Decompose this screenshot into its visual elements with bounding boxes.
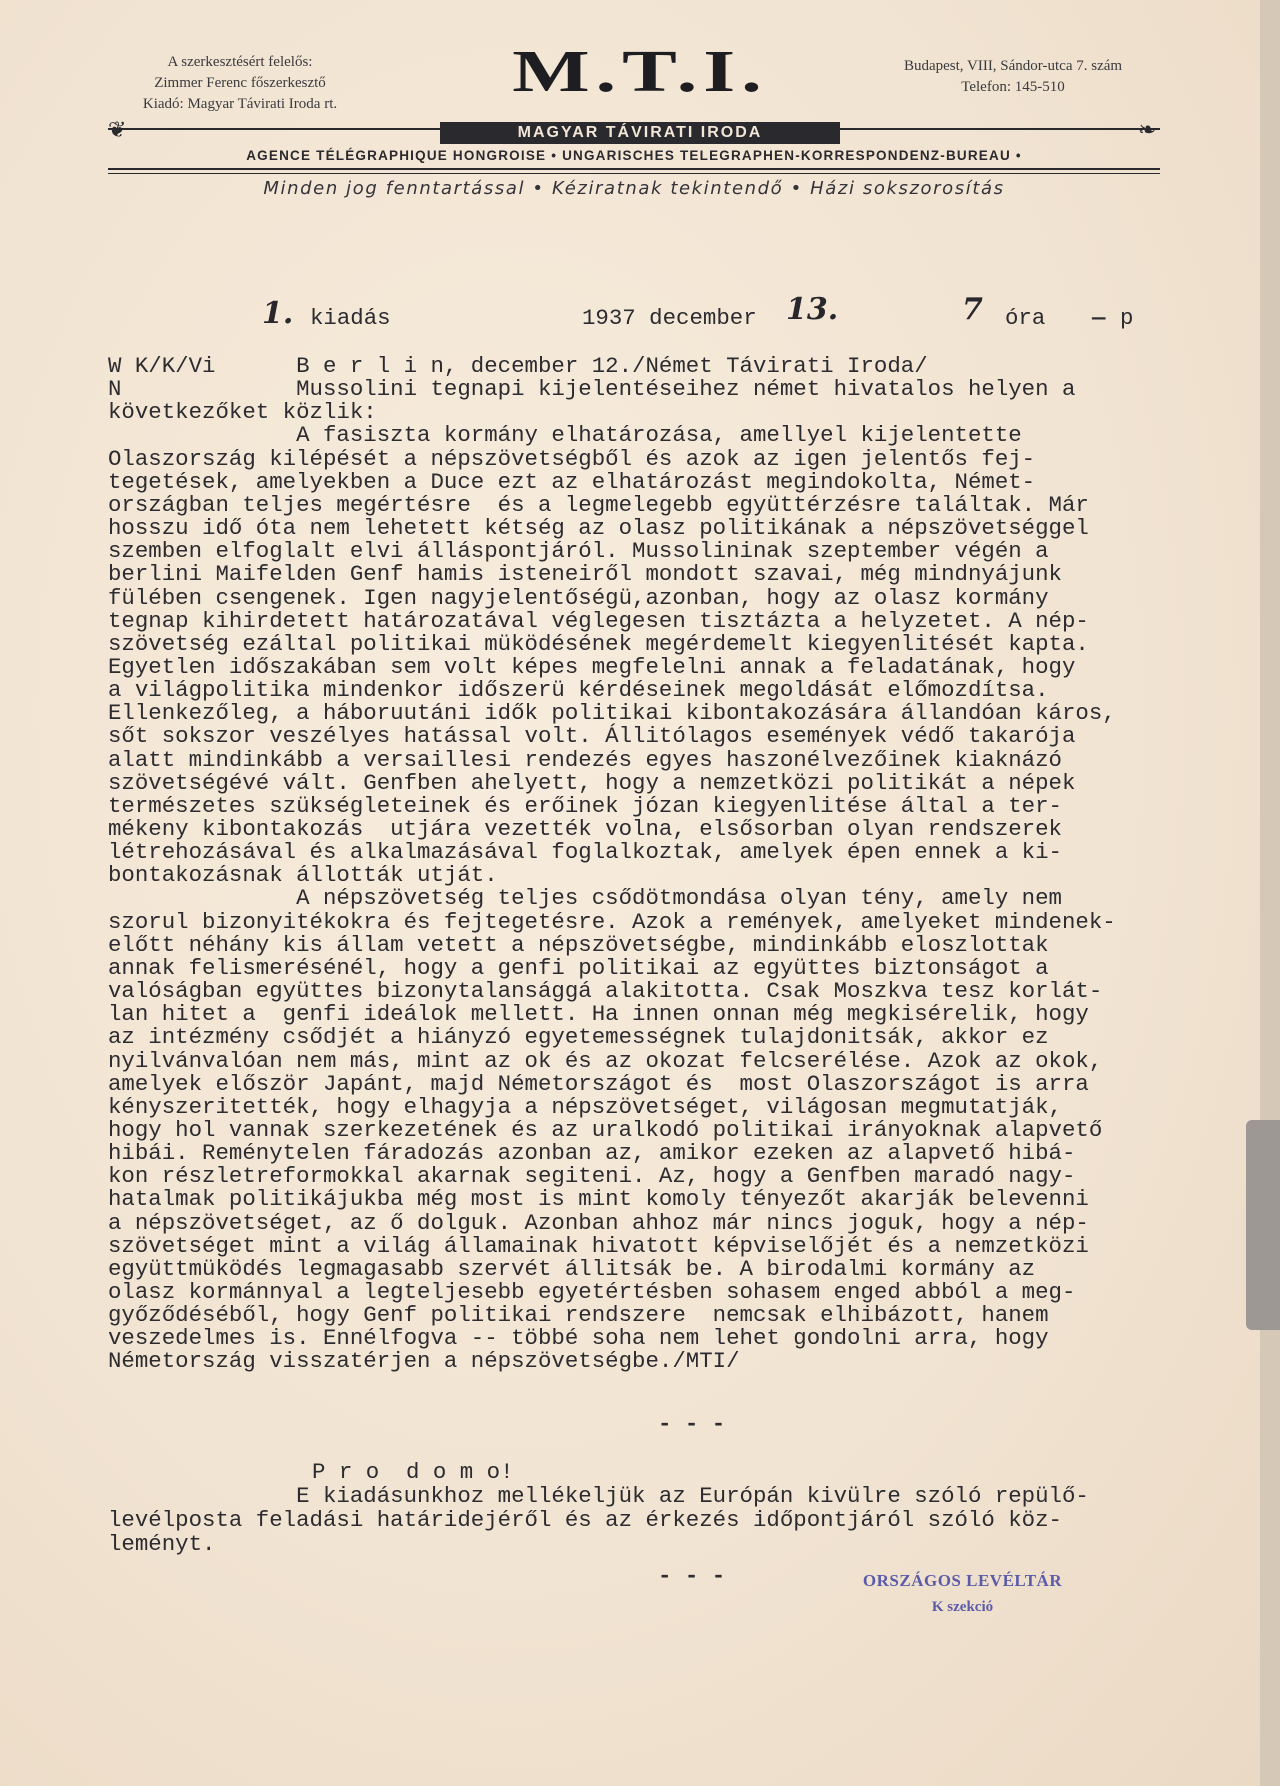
masthead-left-line: Zimmer Ferenc főszerkesztő: [154, 75, 326, 91]
body-line: annak felismerésénél, hogy a genfi politikai az együttes biztonságot a: [108, 954, 1049, 981]
edition-date: 1937 december: [582, 305, 757, 331]
body-line: az intézmény csődjét a hiányzó egyetemességnek tulajdonitsák, akkor ez: [108, 1024, 1049, 1051]
pro-domo-heading: P r o d o m o!: [312, 1459, 514, 1485]
body-line: olasz kormánnyal a legteljesebb egyetértésben sohasem enged abból a meg-: [108, 1279, 1076, 1305]
body-line: hosszu idő óta nem lehetett kétség az olasz politikának a népszövetséggel: [108, 515, 1089, 541]
body-line: Ellenkezőleg, a háboruutáni idők politikai kibontakozására állandóan káros,: [108, 700, 1116, 727]
body-line: előtt néhány kis állam vetett a népszövetségbe, mindinkább eloszlottak: [108, 931, 1049, 958]
body-line: N Mussolini tegnapi kijelentéseihez német hivatalos helyen a: [108, 376, 1076, 403]
body-line: következőket közlik:: [108, 399, 377, 426]
masthead-left-line: A szerkesztésért felelős:: [167, 54, 313, 70]
body-line: valóságban együttes bizonytalansággá alakitotta. Csak Moszkva tesz korlát-: [108, 978, 1103, 1004]
archive-stamp-section: K szekció: [931, 1599, 994, 1615]
scroll-ornament-left-icon: ❦: [108, 118, 127, 143]
body-line: A népszövetség teljes csődötmondása olyan tény, amely nem: [108, 885, 1062, 912]
body-line: alatt mindinkább a versaillesi rendezés egyes haszonélvezőinek kiaknázó: [108, 746, 1062, 773]
body-line: A fasiszta kormány elhatározása, amellyel kijelentette: [108, 422, 1022, 449]
body-line: országban teljes megértésre és a legmelegebb együttérzésre találtak. Már: [108, 491, 1089, 518]
edition-number: 1.: [262, 296, 294, 331]
body-line: szövetség ezáltal politikai müködésének megérdemelt kiegyenlitését kapta.: [108, 630, 1089, 657]
body-line: Olaszország kilépését a népszövetségből és azok az igen jelentős fej-: [108, 445, 1036, 472]
paper-edge: [1260, 0, 1280, 1786]
body-line: bontakozásnak állották utját.: [108, 862, 498, 889]
body-line: hogy hol vannak szerkezetének és az uralkodó politikai irányoknak alapvető: [108, 1116, 1103, 1143]
masthead-phone: Telefon: 145-510: [961, 79, 1065, 95]
body-line: lan hitet a genfi ideálok mellett. Ha innen onnan még megkisérelik, hogy: [108, 1001, 1089, 1028]
body-line: tegetések, amelyekben a Duce ezt az elhatározást megindokolta, Német-: [108, 468, 1036, 495]
agency-tagline: AGENCE TÉLÉGRAPHIQUE HONGROISE • UNGARISCHES TELEGRAPHEN-KORRESPONDENZ-BUREAU •: [246, 148, 1022, 163]
masthead-address: Budapest, VIII, Sándor-utca 7. szám: [903, 58, 1123, 74]
body-line: veszedelmes is. Ennélfogva -- többé soha nem lehet gondolni arra, hogy: [108, 1325, 1049, 1352]
body-line: a világpolitika mindenkor időszerü kérdéseinek megoldását előmozdítsa.: [108, 677, 1049, 704]
body-line: amelyek először Japánt, majd Németországot és most Olaszországot is arra: [108, 1070, 1089, 1097]
masthead-rule-middle: [108, 168, 1160, 170]
body-line: fülében csengenek. Igen nagyjelentőségü,azonban, hogy az olasz kormány: [108, 584, 1049, 611]
edition-hour-label: óra: [1005, 305, 1046, 331]
binder-clip: [1246, 1120, 1280, 1330]
agency-name-band: MAGYAR TÁVIRATI IRODA: [440, 122, 840, 144]
masthead-left-line: Kiadó: Magyar Távirati Iroda rt.: [142, 96, 338, 112]
body-line: a népszövetséget, az ő dolguk. Azonban ahhoz már nincs joguk, hogy a nép-: [108, 1209, 1089, 1236]
pro-domo-line: E kiadásunkhoz mellékeljük az Európán kivülre szóló repülő-: [108, 1483, 1089, 1509]
pro-domo-separator: - - -: [658, 1563, 726, 1589]
edition-day: 13.: [786, 292, 839, 327]
scroll-ornament-right-icon: ❧: [1138, 118, 1157, 143]
masthead-left: [80, 52, 400, 115]
rights-motto: Minden jog fenntartással • Kéziratnak tekintendő • Házi sokszorosítás: [263, 178, 1005, 199]
body-line: szemben elfoglalt elvi álláspontjáról. Mussolininak szeptember végén a: [108, 538, 1049, 565]
body-line: szorul bizonyitékokra és fejtegetésre. Azok a remények, amelyeket mindenek-: [108, 908, 1116, 935]
body-line: kényszeritették, hogy elhagyja a népszövetséget, világosan megmutatják,: [108, 1093, 1062, 1120]
body-line: hibái. Reménytelen fáradozás azonban az, amikor ezeken az alapvető hibá-: [108, 1140, 1076, 1167]
body-line: győződéséből, hogy Genf politikai rendszere nemcsak elhibázott, hanem: [108, 1302, 1049, 1329]
body-line: Egyetlen időszakában sem volt képes megfelelni annak a feladatának, hogy: [108, 654, 1076, 680]
body-separator: - - -: [658, 1411, 726, 1437]
edition-dash: —: [1092, 305, 1106, 331]
body-line: nyilvánvalóan nem más, mint az ok és az okozat felcserélése. Azok az okok,: [108, 1047, 1103, 1074]
edition-suffix: p: [1120, 305, 1134, 331]
masthead-rule-middle-thin: [108, 173, 1160, 174]
body-line: szövetséget mint a világ államainak hivatott képviselőjét és a nemzetközi: [108, 1232, 1089, 1259]
body-line: mékeny kibontakozás utjára vezették volna, elsősorban olyan rendszerek: [108, 816, 1062, 842]
body-line: szövetségévé vált. Genfben ahelyett, hogy a nemzetközi politikát a népek: [108, 769, 1076, 796]
edition-label: kiadás: [310, 305, 391, 331]
masthead-right: [848, 56, 1178, 98]
body-line: W K/K/Vi B e r l i n, december 12./Német Távirati Iroda/: [108, 353, 928, 379]
archive-stamp: [855, 1568, 1070, 1620]
pro-domo-line: levélposta feladási határidejéről és az érkezés időpontjáról szóló köz-: [108, 1507, 1062, 1533]
body-line: tegnap kihirdetett határozatával véglegesen tisztázta a helyzetet. A nép-: [108, 607, 1089, 634]
body-line: hatalmak politikájukba még most is mint komoly tényezőt akarják belevenni: [108, 1186, 1089, 1213]
body-line: természetes szükségleteinek és erőinek józan kiegyenlitése által a ter-: [108, 792, 1062, 819]
edition-hour: 7: [962, 292, 983, 327]
body-line: berlini Maifelden Genf hamis isteneiről mondott szavai, még mindnyájunk: [108, 561, 1062, 588]
mti-logo: M.T.I.: [512, 38, 768, 105]
body-line: sőt sokszor veszélyes hatással volt. Állitólagos események védő takarója: [108, 723, 1076, 750]
archive-stamp-title: ORSZÁGOS LEVÉLTÁR: [862, 1571, 1063, 1590]
body-line: kon részletreformokkal akarnak segiteni. Az, hogy a Genfben maradó nagy-: [108, 1163, 1076, 1190]
body-line: létrehozásával és alkalmazásával foglalkoztak, amelyek épen ennek a ki-: [108, 839, 1062, 866]
body-line: együttmüködés legmagasabb szervét állitsák be. A birodalmi kormány az: [108, 1255, 1036, 1282]
pro-domo-line: leményt.: [108, 1531, 216, 1557]
body-line: Németország visszatérjen a népszövetségbe./MTI/: [108, 1348, 740, 1375]
